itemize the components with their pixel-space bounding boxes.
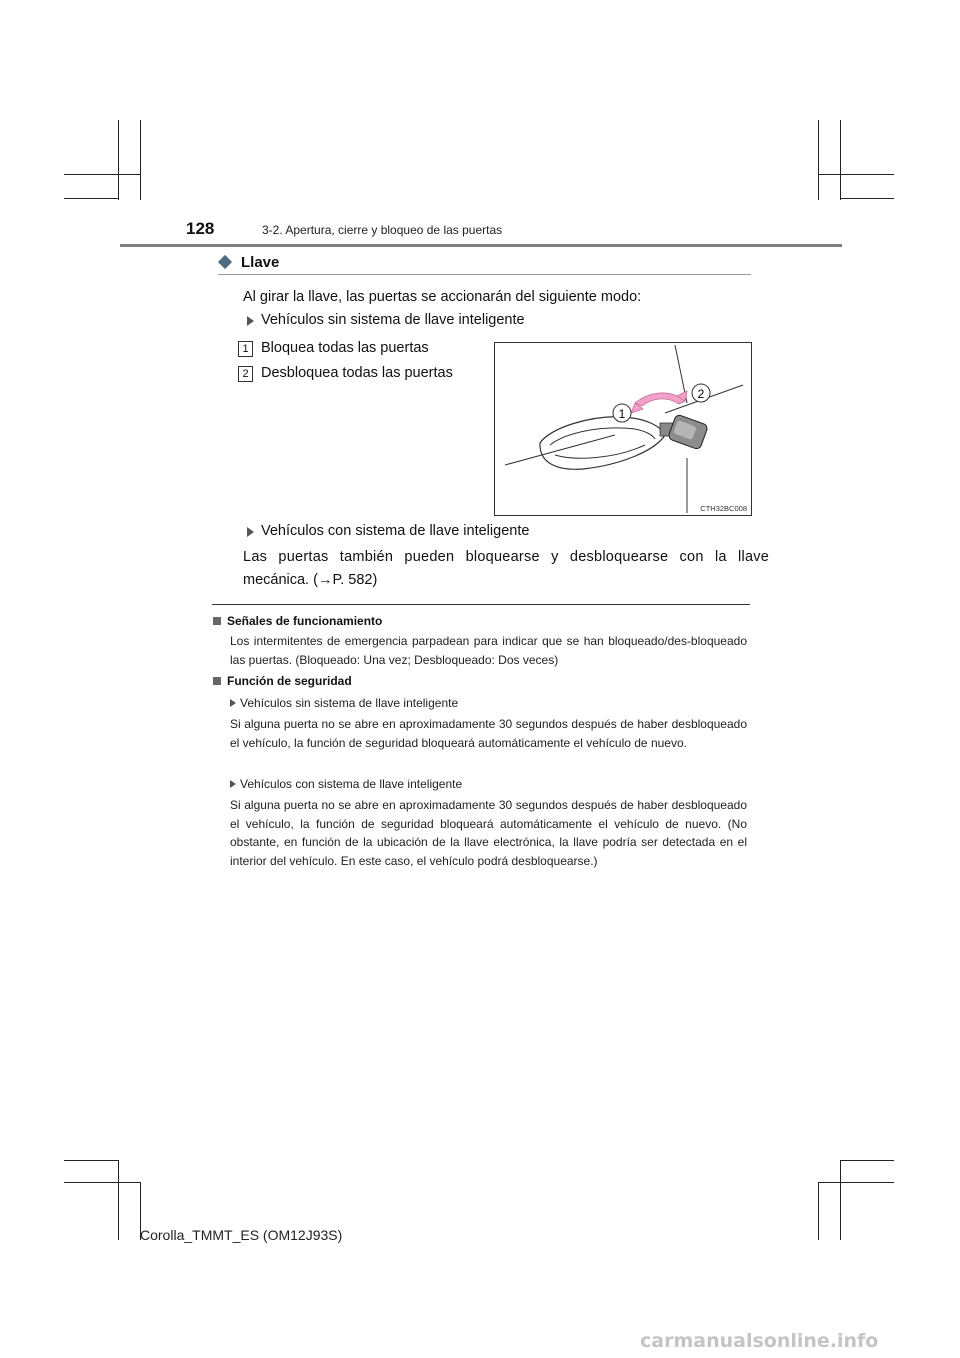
note-text-operation-signals: Los intermitentes de emergencia parpadean para indicar que se han bloqueado/des-bloqueado las puertas. (Bloqueado: Una vez; Desbloqueado: Dos veces) — [230, 634, 747, 667]
running-header: 3-2. Apertura, cierre y bloqueo de las puertas — [262, 223, 503, 237]
crop-mark — [140, 120, 141, 200]
note-title-security: Función de seguridad — [227, 674, 352, 688]
crop-mark — [818, 174, 894, 175]
item-number-2: 2 — [238, 366, 253, 382]
triangle-bullet-icon — [230, 699, 236, 707]
intro-text: Al girar la llave, las puertas se accionarán del siguiente modo: — [243, 289, 642, 305]
item-number-1: 1 — [238, 341, 253, 357]
notes-divider — [212, 604, 750, 605]
note-sub-no-smart-key: Vehículos sin sistema de llave inteligente — [240, 696, 459, 710]
crop-mark — [818, 1182, 819, 1240]
section-title: Llave — [241, 254, 280, 271]
crop-mark — [64, 174, 140, 175]
crop-mark — [818, 120, 819, 200]
crop-mark — [64, 1182, 140, 1183]
note-title-operation-signals: Señales de funcionamiento — [227, 614, 383, 628]
crop-mark — [818, 1182, 894, 1183]
crop-mark — [840, 1160, 841, 1240]
door-handle-key-drawing — [495, 343, 751, 515]
crop-mark — [840, 198, 894, 199]
crop-mark — [64, 198, 118, 199]
paragraph-line-2: mecánica. (→P. 582) — [243, 572, 378, 588]
note-sub-smart-key: Vehículos con sistema de llave inteligente — [240, 777, 463, 791]
section-heading — [218, 254, 751, 275]
header-rule — [120, 244, 842, 247]
footer-text: Corolla_TMMT_ES (OM12J93S) — [140, 1227, 343, 1243]
crop-mark — [64, 1160, 118, 1161]
key-illustration — [494, 342, 752, 516]
diamond-icon — [218, 255, 232, 269]
triangle-bullet-icon — [247, 527, 254, 537]
square-bullet-icon — [213, 677, 221, 685]
crop-mark — [118, 120, 119, 200]
crop-mark — [840, 1160, 894, 1161]
note-text-smart-key: Si alguna puerta no se abre en aproximadamente 30 segundos después de haber desbloqueado el vehículo, la función de seguridad bloqueará automáticamente el vehículo de nuevo. (No obstante, en función de la ubicación de la llave electrónica, la llave podría ser detectada en el interior del vehículo. En este caso, el vehículo podrá desbloquearse.) — [230, 798, 747, 868]
note-text-no-smart-key: Si alguna puerta no se abre en aproximadamente 30 segundos después de haber desbloqueado el vehículo, la función de seguridad bloqueará automáticamente el vehículo de nuevo. — [230, 717, 747, 750]
figure-code: CTH32BC008 — [700, 504, 747, 513]
callout-2: 2 — [697, 387, 705, 401]
triangle-bullet-icon — [247, 316, 254, 326]
crop-mark — [118, 1160, 119, 1240]
item-label-lock: Bloquea todas las puertas — [261, 340, 429, 356]
subheading-no-smart-key: Vehículos sin sistema de llave inteligente — [261, 312, 525, 328]
item-label-unlock: Desbloquea todas las puertas — [261, 365, 453, 381]
square-bullet-icon — [213, 617, 221, 625]
page-number: 128 — [186, 219, 215, 238]
crop-mark — [840, 120, 841, 200]
watermark: carmanualsonline.info — [640, 1330, 879, 1352]
paragraph-line-1: Las puertas también pueden bloquearse y desbloquearse con la llave — [243, 549, 770, 565]
triangle-bullet-icon — [230, 780, 236, 788]
subheading-smart-key: Vehículos con sistema de llave inteligente — [261, 523, 530, 539]
callout-1: 1 — [618, 407, 626, 421]
